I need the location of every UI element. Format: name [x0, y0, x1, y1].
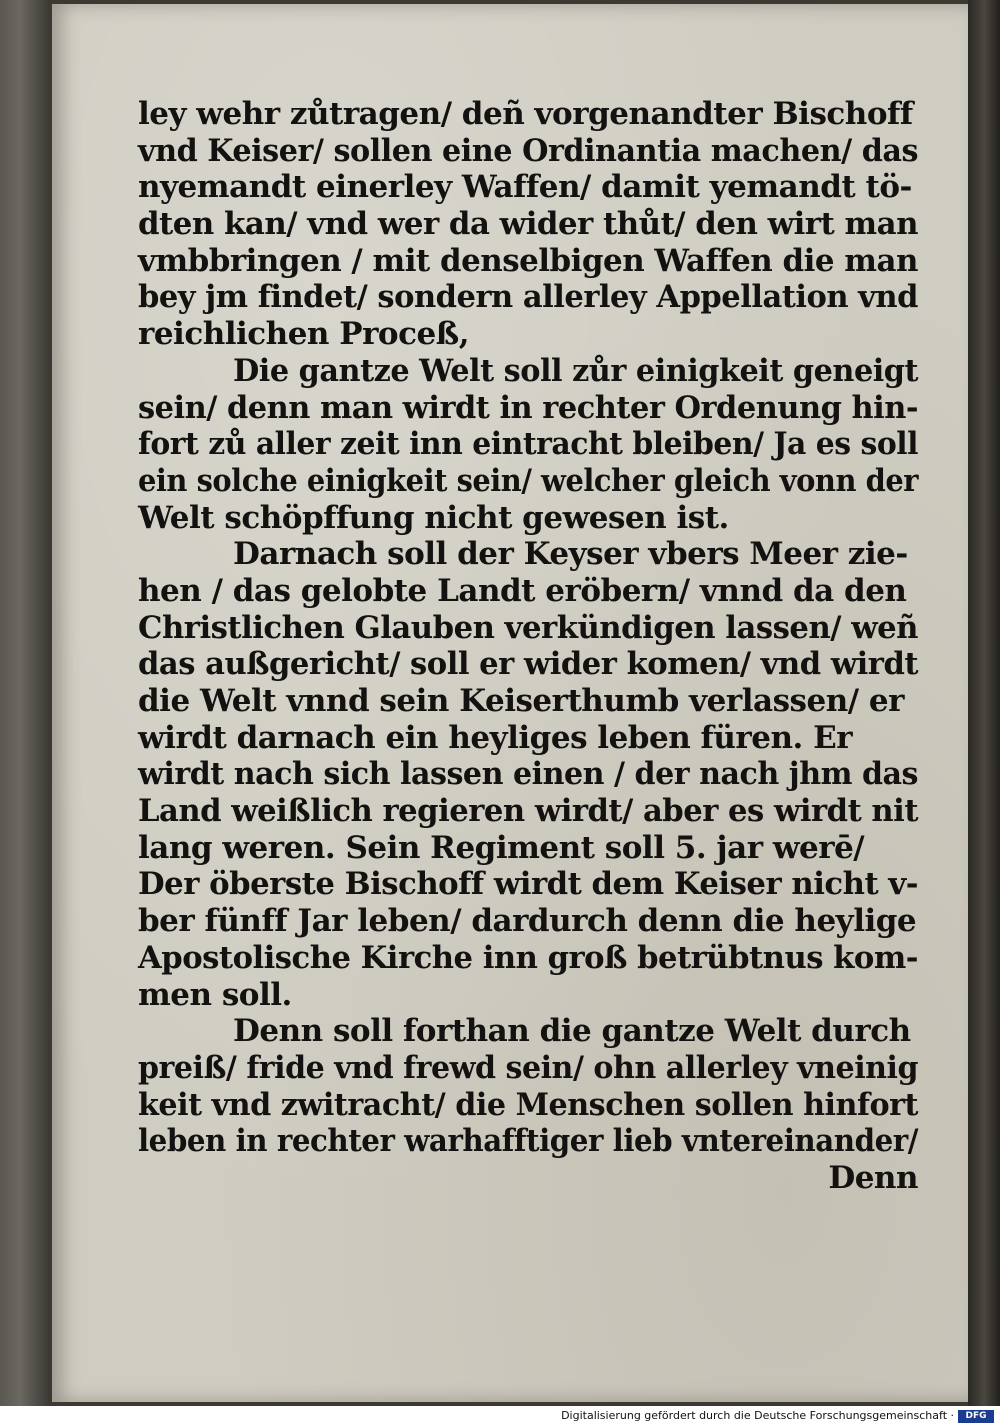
- paragraph-start-line: Denn soll forthan die gantze Welt durch: [233, 1013, 911, 1050]
- text-line: fort zů aller zeit inn eintracht bleiben/ Ja es soll: [138, 426, 918, 463]
- text-line: sein/ denn man wirdt in rechter Ordenung hin-: [138, 389, 918, 426]
- text-line: vnd Keiser/ sollen eine Ordinantia machen/ das: [138, 132, 918, 169]
- paragraph-start-line: Darnach soll der Keyser vbers Meer zie-: [233, 536, 908, 573]
- text-line: dten kan/ vnd wer da wider thůt/ den wirt man: [138, 206, 918, 243]
- text-line: Christlichen Glauben verkündigen lassen/ weñ: [138, 609, 918, 646]
- funding-credit: Digitalisierung gefördert durch die Deutsche Forschungsgemeinschaft ·: [561, 1409, 954, 1422]
- text-line: hen / das gelobte Landt eröbern/ vnnd da den: [138, 572, 907, 609]
- text-line: Der öberste Bischoff wirdt dem Keiser nicht v-: [138, 866, 918, 903]
- text-line: lang weren. Sein Regiment soll 5. jar werē/: [138, 829, 865, 866]
- text-line: das außgericht/ soll er wider komen/ vnd wirdt: [138, 646, 918, 683]
- text-line: bey jm findet/ sondern allerley Appellation vnd: [138, 279, 918, 316]
- text-line: ber fünff Jar leben/ dardurch denn die heylige: [138, 903, 917, 940]
- text-line: men soll.: [138, 976, 292, 1013]
- text-line: wirdt nach sich lassen einen / der nach jhm das: [138, 756, 918, 793]
- text-line: keit vnd zwitracht/ die Menschen sollen hinfort: [138, 1086, 918, 1123]
- text-line: Land weißlich regieren wirdt/ aber es wirdt nit: [138, 793, 918, 830]
- text-line: vmbbringen / mit denselbigen Waffen die man: [138, 242, 918, 279]
- text-line: reichlichen Proceß,: [138, 316, 470, 353]
- text-line: Welt schöpffung nicht gewesen ist.: [138, 499, 729, 536]
- text-line: wirdt darnach ein heyliges leben füren. Er: [138, 719, 853, 756]
- paragraph-start-line: Die gantze Welt soll zůr einigkeit geneigt: [233, 352, 918, 389]
- page-text: [138, 96, 918, 1197]
- text-line: Apostolische Kirche inn groß betrübtnus kom-: [138, 939, 918, 976]
- binding-edge: [0, 0, 50, 1406]
- page-right-edge: [968, 0, 1000, 1406]
- text-line: preiß/ fride vnd frewd sein/ ohn allerley vneinig: [138, 1049, 918, 1086]
- text-line: ein solche einigkeit sein/ welcher gleich vonn der: [138, 462, 918, 499]
- footer-bar: [0, 1406, 1000, 1427]
- text-line: leben in rechter warhafftiger lieb vntereinander/: [138, 1123, 918, 1160]
- dfg-logo[interactable]: DFG: [958, 1410, 994, 1423]
- text-line: ley wehr zůtragen/ deñ vorgenandter Bischoff: [138, 96, 913, 132]
- text-line: nyemandt einerley Waffen/ damit yemandt tö-: [138, 169, 912, 206]
- text-line: die Welt vnnd sein Keiserthumb verlassen/ er: [138, 683, 904, 719]
- catchword: Denn: [828, 1159, 918, 1196]
